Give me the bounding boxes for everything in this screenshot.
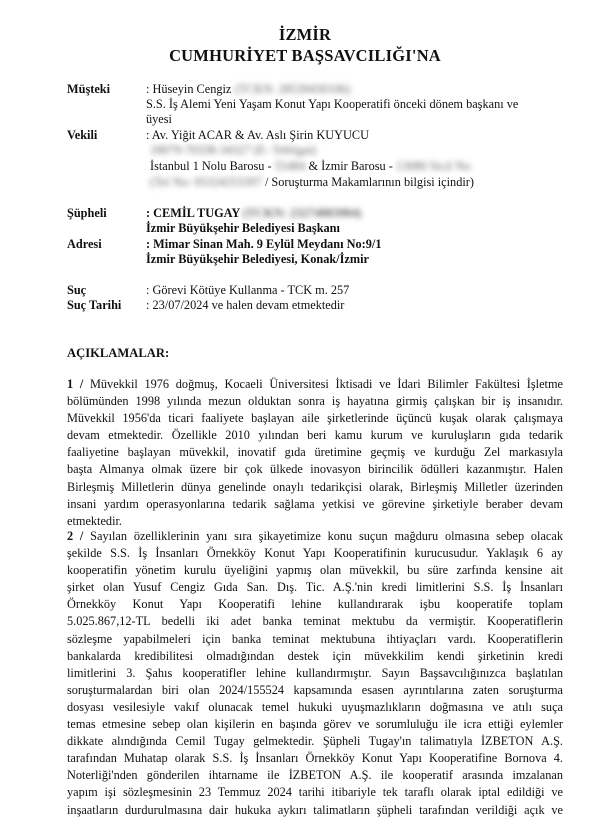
vekil-redacted-line (150, 143, 316, 158)
paragraph-line: bankalarda kredibilitesi olmadığından destek için müvekkilim kendi şirketinin kredi (67, 648, 563, 663)
paragraph-line: Birleşmiş Milletlerin dünya genelinde onaylı tedarikçisi olarak, Birleşmiş Milletler üzerinden (67, 479, 563, 494)
musteki-desc-2: üyesi (146, 112, 172, 126)
adres-label: Adresi (67, 237, 102, 251)
vekil-names: : Av. Yiğit ACAR & Av. Aslı Şirin KUYUCU (146, 128, 369, 142)
paragraph-line: kooperatifin yönetim kurulu üyeliğini yapmış olan müvekkil, bu süre zarfında kensine ait (67, 563, 563, 578)
suc-tarihi-label: Suç Tarihi (67, 298, 122, 312)
vekil-baro-b: & İzmir Barosu - (308, 159, 393, 173)
vekil-sicil-redacted-2: 13080 Sicil No (395, 159, 471, 173)
header-office: CUMHURİYET BAŞSAVCILIĞI'NA (169, 46, 441, 65)
vekil-label: Vekili (67, 128, 98, 142)
paragraph-line: faaliyetine başlayan müvekkil, inovatif gıda üretimine geçmiş ve kurduğu Zel markasıyla (67, 445, 563, 460)
musteki-label: Müşteki (67, 82, 111, 96)
suc-label: Suç (67, 283, 87, 297)
paragraph-line: 2 / Sayılan özelliklerinin yanı sıra şikayetimize konu suçun mağduru olmasına sebep olacak (67, 529, 564, 543)
paragraph-line: bölümünden 1998 yılında mezun olduktan sonra iş hayatına girmiş çalışkan bir iş insanıdır. (67, 394, 563, 409)
paragraph-line: limitlerini 3. Şahıs kooperatifler lehine kullandırmıştır. Sayın Başsavcılığınızca başlatılan (67, 665, 563, 680)
paragraph-line: devam etmektedir. Özellikle 2010 yılından beri kamu kurum ve kuruluşların gıda tedarik (67, 428, 563, 443)
supheli-tckn-redacted: (TCKN: 23274883984) (242, 206, 362, 220)
paragraph-2 (67, 528, 563, 819)
paragraph-line: Müvekkil 1956'da ticari faaliyete başlayan aile şirketlerinde üçüncü kuşak olarak çalışmaya (67, 411, 563, 426)
paragraph-line: Noterliği'nden gönderilen ihtarname ile İZBETON A.Ş. ile kooperatif arasında imzalanan (67, 768, 563, 783)
paragraph-number: 2 / (67, 529, 84, 543)
paragraph-line: şirket olan Yusuf Cengiz Gıda San. Dış. Tic. A.Ş.'nin kredi limitlerini S.S. İş İnsanları (67, 580, 563, 595)
vekil-tel-note: / Soruşturma Makamlarının bilgisi içindir) (264, 175, 474, 189)
supheli-line (146, 206, 361, 221)
paragraph-line: şekilde S.S. İş İnsanları Örnekköy Konut Yapı Kooperatifinin kurucusudur. Yaklaşık 6 ay (67, 546, 563, 561)
header-city: İZMİR (278, 25, 332, 44)
suc-tarihi-value: : 23/07/2024 ve halen devam etmektedir (146, 298, 345, 312)
paragraph-line: etmektedir. (67, 513, 122, 528)
supheli-title: İzmir Büyükşehir Belediyesi Başkanı (146, 221, 340, 235)
suc-value: : Görevi Kötüye Kullanma - TCK m. 257 (146, 283, 350, 297)
vekil-sicil-redacted-1: 55484 (274, 159, 306, 173)
paragraph-line: dikkate alındığında Cemil Tugay gelmektedir. Şüpheli Tugay'ın talimatıyla İZBETON A.Ş. (67, 734, 563, 749)
vekil-etebligat-redacted: 18079-70338-34327 (E- Tebligat) (150, 143, 317, 157)
supheli-label: Şüpheli (67, 206, 107, 220)
paragraph-number: 1 / (67, 377, 84, 391)
paragraph-line: soruşturmalardan biri olan 2024/155524 kapsamında esasen ayrıntılarına zaten soruşturma (67, 682, 563, 697)
paragraph-line: dosyası vesilesiyle vakıf olunacak temel hukuki uyuşmazlıkların doğmasına ve atılı suça (67, 699, 563, 714)
paragraph-line: 5.025.867,12-TL bedelli iki adet banka teminat mektubu da vermiştir. Kooperatiflerin (67, 614, 563, 629)
paragraph-line: inşaatların durdurulmasına dair hukuka aykırı talimatların şüpheli tarafından verildiği açık ve (67, 802, 563, 817)
paragraph-line: yapım işi sözleşmesinin 23 Temmuz 2024 tarihi itibariyle tek taraflı olarak iptal edildiği ve (67, 785, 563, 800)
paragraph-1 (67, 376, 563, 530)
vekil-baro-line (150, 159, 470, 174)
vekil-tel-redacted: (Tel No: 05324253397 (150, 175, 262, 189)
musteki-line (146, 82, 350, 97)
paragraph-line: başta Almanya olmak üzere bir çok ülkede inovasyon birincilik ödülleri kazanmıştır. Halen (67, 462, 563, 477)
adres-line-1: : Mimar Sinan Mah. 9 Eylül Meydanı No:9/1 (146, 237, 382, 251)
paragraph-line: sözleşme yapabilmeleri için banka teminat mektubuna ihtiyaçları vardı. Kooperatiflerin (67, 631, 563, 646)
paragraph-line: Örnekköy Konut Yapı Kooperatifi lehine kullandırarak işbu kooperatife toplam (67, 597, 563, 612)
paragraph-line: 1 / Müvekkil 1976 doğmuş, Kocaeli Üniversitesi İktisadi ve İdari Bilimler Fakültesi İşletme (67, 377, 563, 391)
supheli-name: : CEMİL TUGAY (146, 206, 240, 220)
musteki-name: : Hüseyin Cengiz (146, 82, 232, 96)
musteki-tckn-redacted: (TCKN: 28539430106) (234, 82, 351, 96)
paragraph-line: insani yardım operasyonlarına tedarik sağlama yetkisi ve görevine şirketiyle beraber devam (67, 496, 563, 511)
section-heading: AÇIKLAMALAR: (67, 346, 170, 360)
vekil-tel-line (150, 175, 474, 190)
vekil-baro-a: İstanbul 1 Nolu Barosu - (150, 159, 272, 173)
adres-line-2: İzmir Büyükşehir Belediyesi, Konak/İzmir (146, 252, 369, 266)
musteki-desc-1: S.S. İş Alemi Yeni Yaşam Konut Yapı Kooperatifi önceki dönem başkanı ve (146, 97, 519, 111)
paragraph-line: temas etmesine sebep olan kişilerin en başında görev ve sorumluluğu ile icra ettiği eylemler (67, 717, 563, 732)
paragraph-line: tarafından Muhatap olarak S.S. İş İnsanları Örnekköy Konut Yapı Kooperatifine Bornova 4. (67, 751, 563, 766)
